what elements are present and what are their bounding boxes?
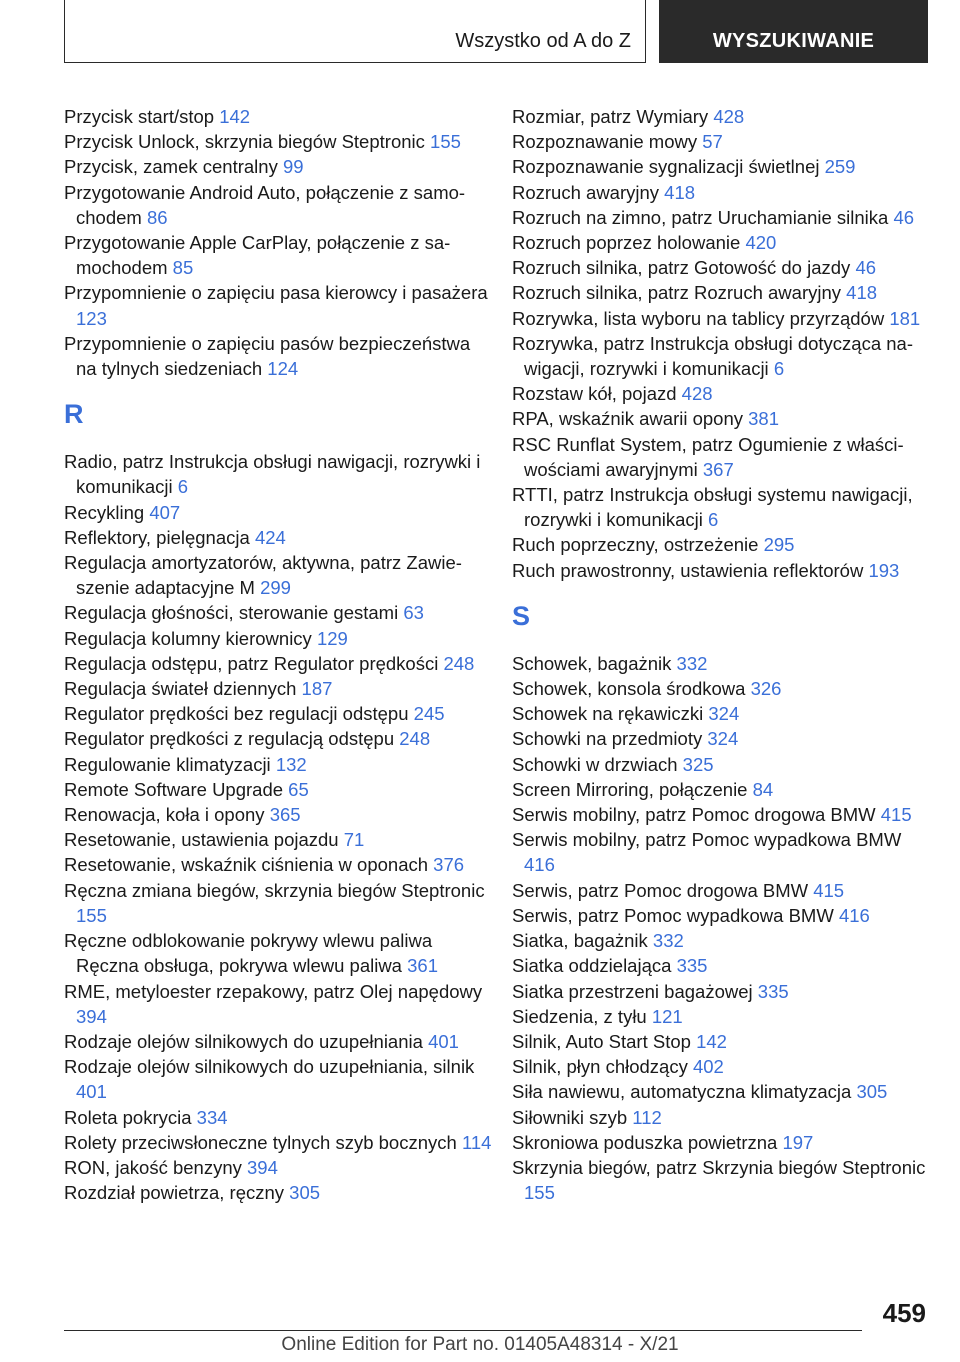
- page-link[interactable]: 299: [260, 577, 291, 599]
- entry-term: Schowek, konsola środkowa: [512, 678, 746, 700]
- page-number: 459: [882, 1298, 926, 1328]
- index-entry: [64, 726, 494, 751]
- entry-term: Schowek na rękawiczki: [512, 703, 704, 725]
- entry-term: Serwis, patrz Pomoc wypadkowa BMW: [512, 904, 834, 926]
- index-entry: [512, 1105, 932, 1130]
- entry-term: Rozruch awaryjny: [512, 181, 660, 203]
- page-link[interactable]: 86: [146, 206, 168, 228]
- index-entry: [512, 676, 932, 701]
- page-link[interactable]: 326: [750, 678, 782, 700]
- page-link[interactable]: 84: [752, 778, 774, 800]
- entry-term: Przypomnienie o zapięciu pasów bezpieczeństwa na tylnych siedzeniach: [64, 332, 471, 380]
- index-entry: [64, 230, 494, 280]
- entry-term: Serwis, patrz Pomoc drogowa BMW: [512, 879, 809, 901]
- entry-term: Skrzynia biegów, patrz Skrzynia biegów Steptronic: [512, 1156, 926, 1178]
- entry-term: Rozstaw kół, pojazd: [512, 383, 677, 405]
- index-entry: [512, 651, 932, 676]
- page-link[interactable]: 416: [838, 904, 870, 926]
- index-entry: [64, 676, 494, 701]
- entry-term: Rozrywka, lista wyboru na tablicy przyrządów: [512, 307, 885, 329]
- entry-term: RTTI, patrz Instrukcja obsługi systemu nawigacji, rozrywki i komunikacji: [512, 484, 913, 531]
- index-letter: R: [64, 399, 84, 430]
- page-link[interactable]: 46: [855, 257, 877, 279]
- index-entry: [512, 1130, 932, 1155]
- index-entry: [64, 280, 494, 330]
- page-link[interactable]: 155: [76, 904, 107, 926]
- page-link[interactable]: 57: [702, 131, 723, 153]
- page-link[interactable]: 245: [413, 703, 445, 725]
- page-link[interactable]: 394: [76, 1005, 107, 1027]
- index-entry: [64, 449, 494, 499]
- index-entry: [512, 1004, 932, 1029]
- page-link[interactable]: 305: [289, 1182, 321, 1204]
- page-link[interactable]: 132: [275, 753, 307, 775]
- entry-term: RON, jakość benzyny: [64, 1156, 242, 1178]
- entry-term: Renowacja, koła i opony: [64, 804, 265, 826]
- index-entry: [512, 726, 932, 751]
- index-letter: S: [512, 600, 531, 631]
- page-link[interactable]: 334: [196, 1106, 228, 1128]
- page-link[interactable]: 325: [682, 753, 714, 775]
- page-link[interactable]: 6: [708, 509, 719, 531]
- page-link[interactable]: 46: [893, 206, 915, 228]
- index-column-left: [64, 104, 494, 1205]
- entry-term: Siatka przestrzeni bagażowej: [512, 980, 753, 1002]
- page-link[interactable]: 248: [399, 728, 431, 750]
- page-link[interactable]: 123: [76, 307, 107, 329]
- index-entry: [512, 827, 932, 877]
- page-link[interactable]: 428: [713, 106, 745, 127]
- entry-term: Siła nawiewu, automatyczna klimatyzacja: [512, 1081, 852, 1103]
- entry-term: Schowek, bagażnik: [512, 652, 672, 674]
- index-entry: [512, 752, 932, 777]
- page-link[interactable]: 361: [407, 955, 438, 977]
- entry-term: Siłowniki szyb: [512, 1106, 628, 1128]
- entry-term: Rozruch silnika, patrz Rozruch awaryjny: [512, 282, 842, 304]
- index-entry: [64, 701, 494, 726]
- index-entry: [64, 979, 494, 1029]
- page-link[interactable]: 181: [889, 307, 921, 329]
- entry-term: Regulacja odstępu, patrz Regulator prędkości: [64, 652, 439, 674]
- page-link[interactable]: 124: [267, 358, 299, 380]
- entry-term: RME, metyloester rzepakowy, patrz Olej napędowy: [64, 980, 483, 1002]
- index-entry: [64, 1105, 494, 1130]
- entry-term: Przypomnienie o zapięciu pasa kierowcy i pasażera: [64, 282, 488, 304]
- index-entry: [512, 701, 932, 726]
- index-entry: [64, 1054, 494, 1104]
- index-entry: [512, 255, 932, 280]
- page-link[interactable]: 6: [773, 358, 785, 380]
- entry-term: Siedzenia, z tyłu: [512, 1005, 647, 1027]
- page-link[interactable]: 193: [868, 559, 900, 581]
- header-section-box: [64, 0, 646, 63]
- entry-term: Regulacja świateł dziennych: [64, 678, 297, 700]
- page-link[interactable]: 332: [652, 930, 684, 952]
- page-link[interactable]: 71: [343, 829, 365, 851]
- index-entry: [64, 777, 494, 802]
- entry-term: Screen Mirroring, połączenie: [512, 778, 748, 800]
- page-link[interactable]: 401: [428, 1030, 459, 1052]
- index-entry: [512, 953, 932, 978]
- entry-term: Radio, patrz Instrukcja obsługi nawigacji, rozrywki i komunikacji: [64, 451, 481, 498]
- page-link[interactable]: 381: [748, 408, 780, 430]
- page-link[interactable]: 376: [433, 854, 465, 876]
- entry-term: Rozruch silnika, patrz Gotowość do jazdy: [512, 257, 851, 279]
- entry-term: Siatka oddzielająca: [512, 955, 672, 977]
- index-entry: [512, 129, 932, 154]
- entry-term: Ręczne odblokowanie pokrywy wlewu paliwa Ręczna obsługa, pokrywa wlewu paliwa: [64, 930, 433, 977]
- page-link[interactable]: 142: [696, 1030, 727, 1052]
- index-entry: [512, 777, 932, 802]
- entry-term: Przygotowanie Android Auto, połączenie z samochodem: [64, 181, 466, 228]
- page-link[interactable]: 85: [172, 257, 194, 279]
- index-entry: [64, 1130, 494, 1155]
- page-link[interactable]: 187: [301, 678, 333, 700]
- entry-term: Rozpoznawanie mowy: [512, 131, 698, 153]
- page-link[interactable]: 407: [149, 501, 181, 523]
- index-entry: [64, 180, 494, 230]
- entry-term: Reflektory, pielęgnacja: [64, 526, 250, 548]
- footer-divider: [64, 1330, 862, 1331]
- page-link[interactable]: 129: [316, 627, 348, 649]
- index-entry: [64, 129, 494, 154]
- index-entry: [64, 651, 494, 676]
- index-entry: [512, 1054, 932, 1079]
- page-link[interactable]: 424: [254, 526, 286, 548]
- index-entry: [512, 1155, 932, 1205]
- section-title: Wszystko od A do Z: [455, 30, 631, 52]
- entry-term: Resetowanie, ustawienia pojazdu: [64, 829, 339, 851]
- page-link[interactable]: 401: [76, 1081, 107, 1103]
- entry-term: Rozruch poprzez holowanie: [512, 232, 741, 254]
- entry-term: Rozruch na zimno, patrz Uruchamianie silnika: [512, 206, 889, 228]
- page-link[interactable]: 418: [846, 282, 878, 304]
- page-header: [64, 0, 928, 64]
- page-link[interactable]: 365: [269, 804, 301, 826]
- page-link[interactable]: 416: [524, 854, 555, 876]
- entry-term: Silnik, Auto Start Stop: [512, 1030, 691, 1052]
- index-entry: [64, 827, 494, 852]
- entry-term: Regulator prędkości z regulacją odstępu: [64, 728, 395, 750]
- index-entry: [512, 205, 932, 230]
- page-link[interactable]: 324: [707, 728, 739, 750]
- index-entry: [64, 1155, 494, 1180]
- index-entry: [512, 558, 932, 583]
- page-link[interactable]: 415: [880, 804, 912, 826]
- index-entry: [512, 903, 932, 928]
- index-entry: [64, 525, 494, 550]
- page-link[interactable]: 155: [524, 1182, 555, 1204]
- entry-term: Przycisk Unlock, skrzynia biegów Steptronic: [64, 131, 425, 153]
- index-entry: [512, 878, 932, 903]
- index-entry: [64, 104, 494, 129]
- page-link[interactable]: 335: [676, 955, 708, 977]
- entry-term: Regulacja głośności, sterowanie gestami: [64, 602, 399, 624]
- index-entry: [512, 802, 932, 827]
- page-link[interactable]: 114: [461, 1131, 492, 1153]
- index-entry: [64, 802, 494, 827]
- search-tab[interactable]: WYSZUKIWANIE: [659, 0, 928, 63]
- entry-term: Siatka, bagażnik: [512, 930, 648, 952]
- entry-term: Serwis mobilny, patrz Pomoc drogowa BMW: [512, 804, 876, 826]
- index-entry: [64, 626, 494, 651]
- index-entry: [512, 1029, 932, 1054]
- page-link[interactable]: 428: [681, 383, 713, 405]
- entry-term: Przycisk start/stop: [64, 106, 215, 127]
- entry-term: Silnik, płyn chłodzący: [512, 1056, 688, 1078]
- entry-term: Regulacja amortyzatorów, aktywna, patrz Zawieszenie adaptacyjne M: [64, 552, 462, 599]
- index-entry: [512, 406, 932, 431]
- entry-term: Roleta pokrycia: [64, 1106, 192, 1128]
- footer-edition: Online Edition for Part no. 01405A48314 - X/21: [281, 1334, 679, 1355]
- index-entry: [512, 230, 932, 255]
- index-entry: [512, 482, 932, 532]
- index-entry: [64, 600, 494, 625]
- index-entry: [64, 550, 494, 600]
- page-link[interactable]: 155: [430, 131, 461, 153]
- page-link[interactable]: 112: [632, 1106, 662, 1128]
- page-link[interactable]: 394: [247, 1156, 278, 1178]
- page-link[interactable]: 65: [288, 778, 309, 800]
- index-entry: [64, 1029, 494, 1054]
- page-link[interactable]: 248: [443, 652, 475, 674]
- page-link[interactable]: 420: [745, 232, 777, 254]
- index-entry: [64, 154, 494, 179]
- entry-term: Przycisk, zamek centralny: [64, 156, 278, 178]
- entry-term: Ruch poprzeczny, ostrzeżenie: [512, 534, 759, 556]
- page-link[interactable]: 418: [664, 181, 696, 203]
- entry-term: Rozrywka, patrz Instrukcja obsługi dotycząca nawigacji, rozrywki i komunikacji: [512, 332, 914, 380]
- entry-term: Regulacja kolumny kierownicy: [64, 627, 312, 649]
- entry-term: Regulator prędkości bez regulacji odstępu: [64, 703, 409, 725]
- page-link[interactable]: 295: [763, 534, 795, 556]
- entry-term: Regulowanie klimatyzacji: [64, 753, 271, 775]
- index-entry: [512, 280, 932, 305]
- page-link[interactable]: 402: [692, 1056, 724, 1078]
- page-link[interactable]: 6: [177, 476, 189, 498]
- page-link[interactable]: 197: [782, 1131, 814, 1153]
- index-entry: [64, 752, 494, 777]
- index-entry: [512, 104, 932, 129]
- index-entry: [512, 331, 932, 381]
- page-link[interactable]: 99: [282, 156, 304, 178]
- entry-term: Schowki w drzwiach: [512, 753, 678, 775]
- index-entry: [512, 381, 932, 406]
- entry-term: Rozdział powietrza, ręczny: [64, 1182, 285, 1204]
- entry-term: Przygotowanie Apple CarPlay, połączenie z samochodem: [64, 232, 451, 279]
- index-entry: [512, 532, 932, 557]
- page-link[interactable]: 415: [813, 879, 845, 901]
- entry-term: RSC Runflat System, patrz Ogumienie z właściwościami awaryjnymi: [512, 433, 904, 480]
- page-link[interactable]: 324: [708, 703, 740, 725]
- index-column-right: [512, 104, 932, 1205]
- page-link[interactable]: 332: [676, 652, 708, 674]
- index-entry: [512, 432, 932, 482]
- page-link[interactable]: 305: [856, 1081, 888, 1103]
- index-entry: [64, 852, 494, 877]
- entry-term: Ręczna zmiana biegów, skrzynia biegów Steptronic: [64, 879, 485, 901]
- entry-term: Serwis mobilny, patrz Pomoc wypadkowa BMW: [512, 829, 902, 851]
- entry-term: Ruch prawostronny, ustawienia reflektorów: [512, 559, 864, 581]
- entry-term: Recykling: [64, 501, 145, 523]
- index-entry: [512, 928, 932, 953]
- index-entry: [64, 1180, 494, 1205]
- page-link[interactable]: 142: [219, 106, 251, 127]
- entry-term: Rozmiar, patrz Wymiary: [512, 106, 709, 127]
- index-entry: [512, 180, 932, 205]
- index-entry: [512, 154, 932, 179]
- index-entry: [64, 500, 494, 525]
- entry-term: Resetowanie, wskaźnik ciśnienia w oponach: [64, 854, 429, 876]
- entry-term: Remote Software Upgrade: [64, 778, 284, 800]
- index-entry: [64, 928, 494, 978]
- entry-term: Rozpoznawanie sygnalizacji świetlnej: [512, 156, 820, 178]
- entry-term: RPA, wskaźnik awarii opony: [512, 408, 743, 430]
- page-link[interactable]: 367: [702, 458, 734, 480]
- page-link[interactable]: 259: [824, 156, 856, 178]
- entry-term: Rolety przeciwsłoneczne tylnych szyb bocznych: [64, 1131, 457, 1153]
- page-link[interactable]: 63: [403, 602, 424, 624]
- index-entry: [64, 331, 494, 381]
- index-entry: [512, 1079, 932, 1104]
- entry-term: Rodzaje olejów silnikowych do uzupełniania: [64, 1030, 423, 1052]
- entry-term: Skroniowa poduszka powietrzna: [512, 1131, 778, 1153]
- index-entry: [512, 979, 932, 1004]
- index-entry: [64, 878, 494, 928]
- page-link[interactable]: 121: [651, 1005, 683, 1027]
- entry-term: Rodzaje olejów silnikowych do uzupełniania, silnik: [64, 1056, 475, 1078]
- entry-term: Schowki na przedmioty: [512, 728, 703, 750]
- index-entry: [512, 306, 932, 331]
- page-link[interactable]: 335: [757, 980, 789, 1002]
